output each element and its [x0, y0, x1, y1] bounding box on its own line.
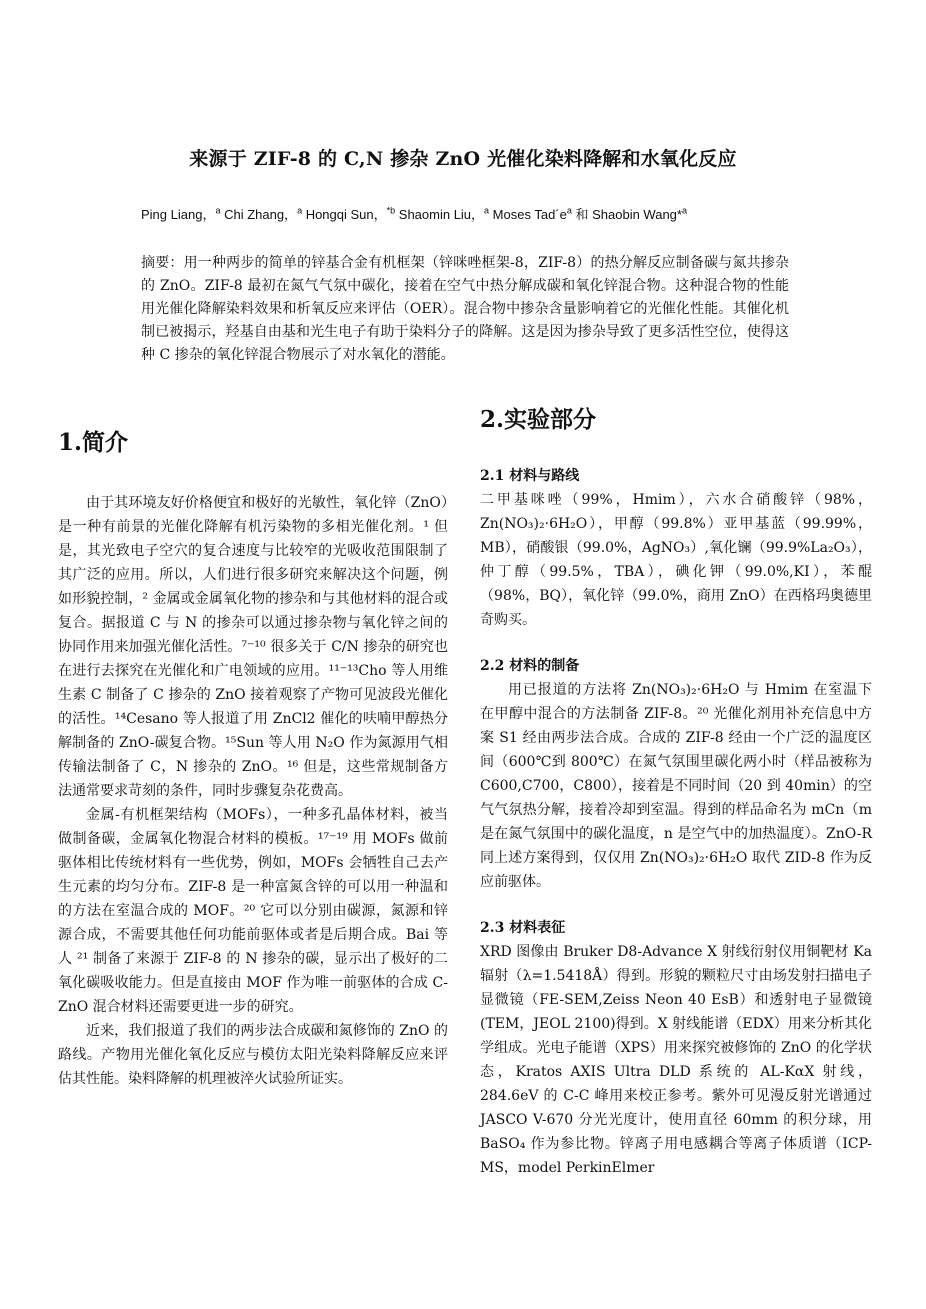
affiliation-mark: a: [215, 205, 221, 216]
intro-paragraph-1: 由于其环境友好价格便宜和极好的光敏性，氧化锌（ZnO）是一种有前景的光催化降解有机污染物的多相光催化剂。¹ 但是，其光致电子空穴的复合速度与比较窄的光吸收范围限制了其广泛的应用。所以，人们进行很多研究来解决这个问题，例如形貌控制，² 金属或金属氧化物的掺杂和与其他材料的混合或复合。据报道 C 与 N 的掺杂可以通过掺杂物与氧化锌之间的协同作用来加强光催化活性。⁷⁻¹⁰ 很多关于 C/N 掺杂的研究也在进行去探究在光催化和广电领域的应用。¹¹⁻¹³Cho 等人用维生素 C 制备了 C 掺杂的 ZnO 接着观察了产物可见波段光催化的活性。¹⁴Cesano 等人报道了用 ZnCl2 催化的呋喃甲醇热分解制备的 ZnO-碳复合物。¹⁵Sun 等人用 N₂O 作为氮源用气相传输法制备了 C，N 掺杂的 ZnO。¹⁶ 但是，这些常规制备方法通常要求苛刻的条件，同时步骤复杂花费高。: [58, 495, 448, 799]
preparation-paragraph: 用已报道的方法将 Zn(NO₃)₂·6H₂O 与 Hmim 在室温下在甲醇中混合的方法制备 ZIF-8。²⁰ 光催化剂用补充信息中方案 S1 经由两步法合成。合成的 ZIF-8 经由一个广泛的温度区间（600℃到 800℃）在氮气氛围里碳化两小时（样品被称为 C600,C700，C800），接着是不同时间（20 到 40min）的空气气氛热分解，接着冷却到室温。得到的样品命名为 mCn（m 是在氮气氛围中的碳化温度，n 是空气中的加热温度）。ZnO-R 同上述方案得到，仅仅用 Zn(NO₃)₂·6H₂O 取代 ZID-8 作为反应前驱体。: [480, 682, 872, 890]
affiliation-mark: *b: [386, 205, 396, 216]
affiliation-mark: a: [681, 205, 687, 216]
author-list: [141, 204, 841, 223]
intro-paragraph-3: 近来，我们报道了我们的两步法合成碳和氮修饰的 ZnO 的路线。产物用光催化氧化反应与模仿太阳光染料降解反应来评估其性能。染料降解的机理被淬火试验所证实。: [58, 1023, 448, 1087]
materials-paragraph: 二甲基咪唑（99%，Hmim），六水合硝酸锌（98%，Zn(NO₃)₂·6H₂O），甲醇（99.8%）亚甲基蓝（99.99%，MB），硝酸银（99.0%，AgNO₃）,氧化镧（99.9%La₂O₃），仲丁醇（99.5%，TBA），碘化钾（99.0%,KI），苯醌（98%，BQ），氧化锌（99.0%，商用 ZnO）在西格玛奥德里奇购买。: [480, 492, 872, 628]
author-name: Shaomin Liu，: [395, 207, 485, 222]
intro-paragraph-2: 金属-有机框架结构（MOFs），一种多孔晶体材料，被当做制备碳，金属氧化物混合材料的模板。¹⁷⁻¹⁹ 用 MOFs 做前驱体相比传统材料有一些优势，例如，MOFs 会牺牲自己去产生元素的均匀分布。ZIF-8 是一种富氮含锌的可以用一种温和的方法在室温合成的 MOF。²⁰ 它可以分别由碳源，氮源和锌源合成，不需要其他任何功能前驱体或者是后期合成。Bai 等人 ²¹ 制备了来源于 ZIF-8 的 N 掺杂的碳，显示出了极好的二氧化碳吸收能力。但是直接由 MOF 作为唯一前驱体的合成 C-ZnO 混合材料还需要更进一步的研究。: [58, 807, 448, 1015]
subsection-heading-preparation: 2.2 材料的制备: [480, 658, 580, 674]
affiliation-mark: a: [297, 205, 303, 216]
affiliation-mark: a: [484, 205, 490, 216]
right-column: [480, 400, 872, 1180]
author-name: Chi Zhang，: [220, 207, 298, 222]
section-heading-intro: 1.简介: [58, 429, 129, 456]
abstract: 摘要：用一种两步的简单的锌基合金有机框架（锌咪唑框架-8，ZIF-8）的热分解反应制备碳与氮共掺杂的 ZnO。ZIF-8 最初在氮气气氛中碳化，接着在空气中热分解成碳和氧化锌混合物。这种混合物的性能用光催化降解染料效果和析氧反应来评估（OER）。混合物中掺杂含量影响着它的光催化性能。其催化机制已被揭示，羟基自由基和光生电子有助于染料分子的降解。这是因为掺杂导致了更多活性空位，使得这种 C 掺杂的氧化锌混合物展示了对水氧化的潜能。: [141, 255, 789, 363]
author-name: Hongqi Sun，: [302, 207, 387, 222]
subsection-heading-materials: 2.1 材料与路线: [480, 468, 580, 484]
author-conjunction: 和: [571, 207, 593, 222]
left-column: [58, 423, 448, 1091]
author-name: Shaobin Wang*: [592, 207, 682, 222]
paper-title: 来源于 ZIF-8 的 C,N 掺杂 ZnO 光催化染料降解和水氧化反应: [189, 148, 737, 170]
author-name: Ping Liang，: [141, 207, 216, 222]
subsection-heading-characterization: 2.3 材料表征: [480, 920, 566, 936]
section-heading-experimental: 2.实验部分: [480, 406, 597, 433]
author-name: Moses Tad´e: [489, 207, 567, 222]
characterization-paragraph: XRD 图像由 Bruker D8-Advance X 射线衍射仪用铜靶材 Ka 辐射（λ=1.5418Å）得到。形貌的颗粒尺寸由场发射扫描电子显微镜（FE-SEM,Zeiss Neon 40 EsB）和透射电子显微镜(TEM，JEOL 2100)得到。X 射线能谱（EDX）用来分析其化学组成。光电子能谱（XPS）用来探究被修饰的 ZnO 的化学状态，Kratos AXIS Ultra DLD 系统的 AL-KαX 射线，284.6eV 的 C-C 峰用来校正参考。紫外可见漫反射光谱通过 JASCO V-670 分光光度计，使用直径 60mm 的积分球，用 BaSO₄ 作为参比物。锌离子用电感耦合等离子体质谱（ICP-MS，model PerkinElmer: [480, 944, 872, 1176]
affiliation-mark: a: [566, 205, 572, 216]
